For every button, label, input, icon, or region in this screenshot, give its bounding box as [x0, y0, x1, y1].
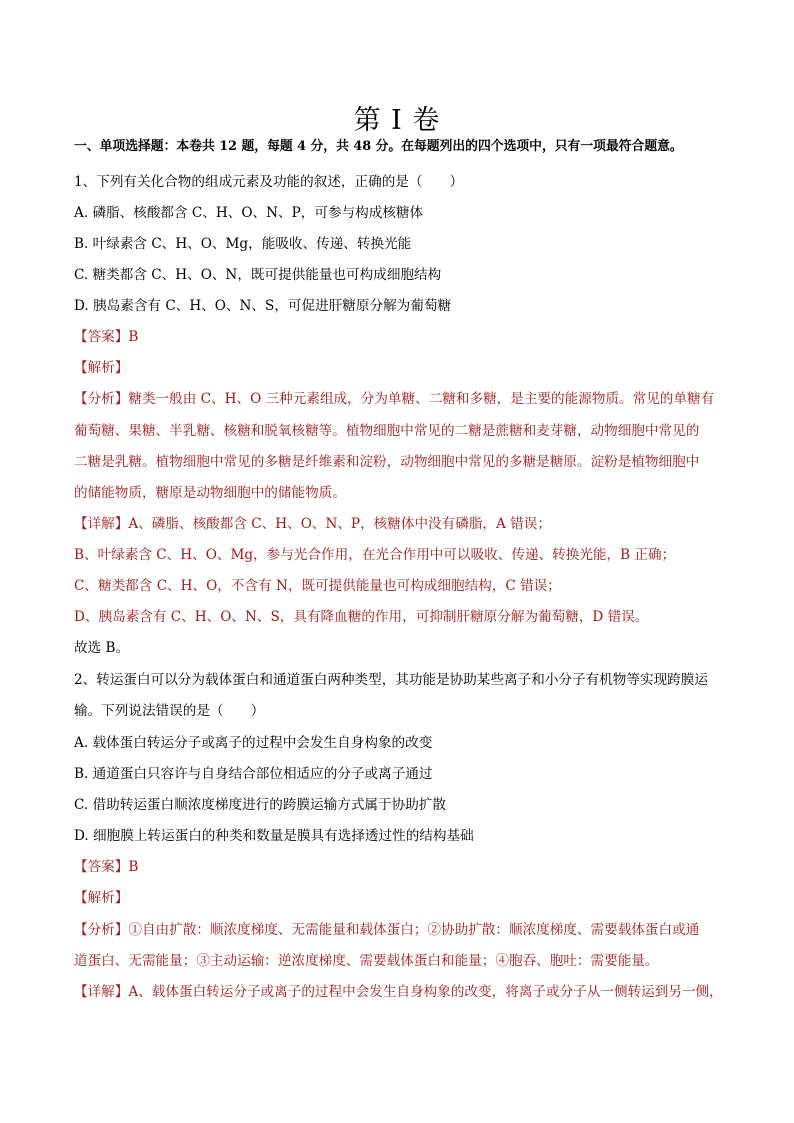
detail-tag: 【详解】 — [74, 984, 129, 1000]
question-2-option-b: B. 通道蛋白只容许与自身结合部位相适应的分子或离子通过 — [74, 766, 433, 782]
question-2-analysis-line-2: 道蛋白、无需能量；③主动运输：逆浓度梯度、需要载体蛋白和能量；④胞吞、胞吐：需要能量。 — [74, 953, 659, 969]
question-2-stem-line-1: 2、转运蛋白可以分为载体蛋白和通道蛋白两种类型，其功能是协助某些离子和小分子有机物等实现跨膜运 — [74, 672, 708, 688]
answer-tag: 【答案】 — [74, 859, 129, 875]
question-1-answer — [74, 327, 734, 347]
section-instruction: 一、单项选择题：本卷共 12 题，每题 4 分，共 48 分。在每题列出的四个选项中，只有一项最符合题意。 — [74, 139, 683, 154]
question-2-option-d: D. 细胞膜上转运蛋白的种类和数量是膜具有选择透过性的结构基础 — [74, 828, 474, 844]
detail-text: A、磷脂、核酸都含 C、H、O、N、P，核糖体中没有磷脂，A 错误； — [128, 516, 551, 532]
question-1-option-a: A. 磷脂、核酸都含 C、H、O、N、P，可参与构成核糖体 — [74, 205, 424, 221]
question-1-analysis-line-4: 的储能物质，糖原是动物细胞中的储能物质。 — [74, 485, 346, 501]
answer-value: B — [128, 859, 139, 875]
page-title: 第 I 卷 — [353, 105, 441, 136]
question-1-detail-line-2: B、叶绿素含 C、H、O、Mg，参与光合作用，在光合作用中可以吸收、传递、转换光能，B 正确； — [74, 547, 676, 563]
answer-value: B — [128, 329, 139, 345]
question-1-option-d: D. 胰岛素含有 C、H、O、N、S，可促进肝糖原分解为葡萄糖 — [74, 298, 452, 314]
question-1-analysis-line-3: 二糖是乳糖。植物细胞中常见的多糖是纤维素和淀粉，动物细胞中常见的多糖是糖原。淀粉是植物细胞中 — [74, 454, 700, 470]
question-2-stem-line-2: 输。下列说法错误的是（ ） — [74, 703, 265, 719]
question-1-option-b: B. 叶绿素含 C、H、O、Mg，能吸收、传递、转换光能 — [74, 236, 412, 252]
analysis-text: 糖类一般由 C、H、O 三种元素组成，分为单糖、二糖和多糖，是主要的能源物质。常见的单糖有 — [128, 391, 715, 407]
question-1-jiexi: 【解析】 — [74, 360, 129, 376]
question-1-conclusion: 故选 B。 — [74, 640, 130, 656]
analysis-text: ①自由扩散：顺浓度梯度、无需能量和载体蛋白；②协助扩散：顺浓度梯度、需要载体蛋白或通 — [128, 922, 700, 938]
question-1-detail-line-3: C、糖类都含 C、H、O，不含有 N，既可提供能量也可构成细胞结构，C 错误； — [74, 578, 561, 594]
question-1-stem: 1、下列有关化合物的组成元素及功能的叙述，正确的是（ ） — [74, 174, 464, 190]
question-2-option-a: A. 载体蛋白转运分子或离子的过程中会发生自身构象的改变 — [74, 735, 433, 751]
answer-tag: 【答案】 — [74, 329, 129, 345]
question-2-analysis-line-1 — [74, 920, 734, 940]
analysis-tag: 【分析】 — [74, 922, 129, 938]
question-2-answer — [74, 857, 734, 877]
detail-tag: 【详解】 — [74, 516, 129, 532]
question-2-option-c: C. 借助转运蛋白顺浓度梯度进行的跨膜运输方式属于协助扩散 — [74, 797, 446, 813]
question-1-detail-line-4: D、胰岛素含有 C、H、O、N、S，具有降血糖的作用，可抑制肝糖原分解为葡萄糖，D 错误。 — [74, 609, 649, 625]
question-2-jiexi: 【解析】 — [74, 890, 129, 906]
question-1-detail-line-1 — [74, 514, 734, 534]
question-1-analysis-line-2: 葡萄糖、果糖、半乳糖、核糖和脱氧核糖等。植物细胞中常见的二糖是蔗糖和麦芽糖，动物细胞中常见的 — [74, 423, 700, 439]
question-2-detail-line-1 — [74, 982, 734, 1002]
analysis-tag: 【分析】 — [74, 391, 129, 407]
question-1-analysis-line-1 — [74, 389, 734, 409]
question-1-option-c: C. 糖类都含 C、H、O、N，既可提供能量也可构成细胞结构 — [74, 267, 442, 283]
detail-text: A、载体蛋白转运分子或离子的过程中会发生自身构象的改变，将离子或分子从一侧转运到另一侧， — [128, 984, 723, 1000]
